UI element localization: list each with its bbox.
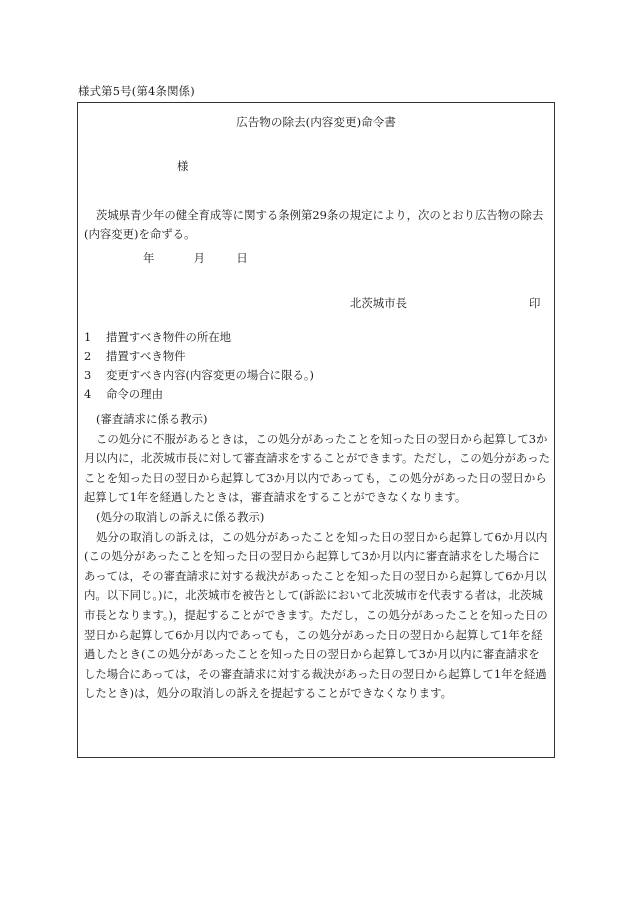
seal-mark: 印	[529, 296, 541, 310]
item-text: 命令の理由	[106, 387, 163, 401]
item-number: 1	[84, 330, 92, 344]
item-number: 2	[84, 349, 92, 363]
list-item	[84, 385, 314, 404]
review-notice-heading: (審査請求に係る教示)	[96, 412, 208, 426]
order-document-frame	[77, 102, 555, 758]
item-text: 措置すべき物件	[106, 349, 186, 363]
list-item	[84, 347, 314, 366]
date-month-label: 月	[193, 251, 206, 265]
item-number: 4	[84, 387, 92, 401]
date-line	[143, 253, 248, 264]
date-day-label: 日	[236, 251, 248, 265]
review-notice-body: この処分に不服があるときは，この処分があったことを知った日の翌日から起算して3か月以内に，北茨城市長に対して審査請求をすることができます。ただし，この処分があったことを知った日の翌日から起算して3か月以内であっても，この処分があった日の翌日から起算して1年を経過したときは，審査請求をすることができなくなります。	[84, 431, 550, 505]
review-request-notice	[84, 410, 550, 508]
item-text: 変更すべき内容(内容変更の場合に限る。)	[106, 368, 314, 382]
list-item	[84, 328, 314, 347]
suit-notice-heading: (処分の取消しの訴えに係る教示)	[96, 510, 265, 524]
item-number: 3	[84, 368, 92, 382]
suit-notice-body: 処分の取消しの訴えは，この処分があったことを知った日の翌日から起算して6か月以内(この処分があったことを知った日の翌日から起算して3か月以内に審査請求をした場合にあっては，その審査請求に対する裁決があったことを知った日の翌日から起算して6か月以内。以下同じ。)に，北茨城市を被告として(訴訟において北茨城市を代表する者は，北茨城市長となります。)，提起することができます。ただし，この処分があったことを知った日の翌日から起算して6か月以内であっても，この処分があった日の翌日から起算して1年を経過したとき(この処分があったことを知った日の翌日から起算して3か月以内に審査請求をした場合にあっては，その審査請求に対する裁決があった日の翌日から起算して1年を経過したとき)は，処分の取消しの訴えを提起することができなくなります。	[84, 529, 548, 701]
revocation-suit-notice	[84, 508, 550, 704]
signer-name: 北茨城市長	[350, 296, 407, 310]
main-order-text: 茨城県青少年の健全育成等に関する条例第29条の規定により，次のとおり広告物の除去(内容変更)を命ずる。	[84, 208, 544, 242]
list-item	[84, 366, 314, 385]
date-year-label: 年	[143, 251, 155, 265]
item-text: 措置すべき物件の所在地	[106, 330, 232, 344]
form-number-label: 様式第5号(第4条関係)	[78, 84, 195, 98]
addressee-suffix: 様	[177, 159, 189, 173]
item-list	[84, 328, 314, 404]
document-title: 広告物の除去(内容変更)命令書	[236, 115, 396, 129]
